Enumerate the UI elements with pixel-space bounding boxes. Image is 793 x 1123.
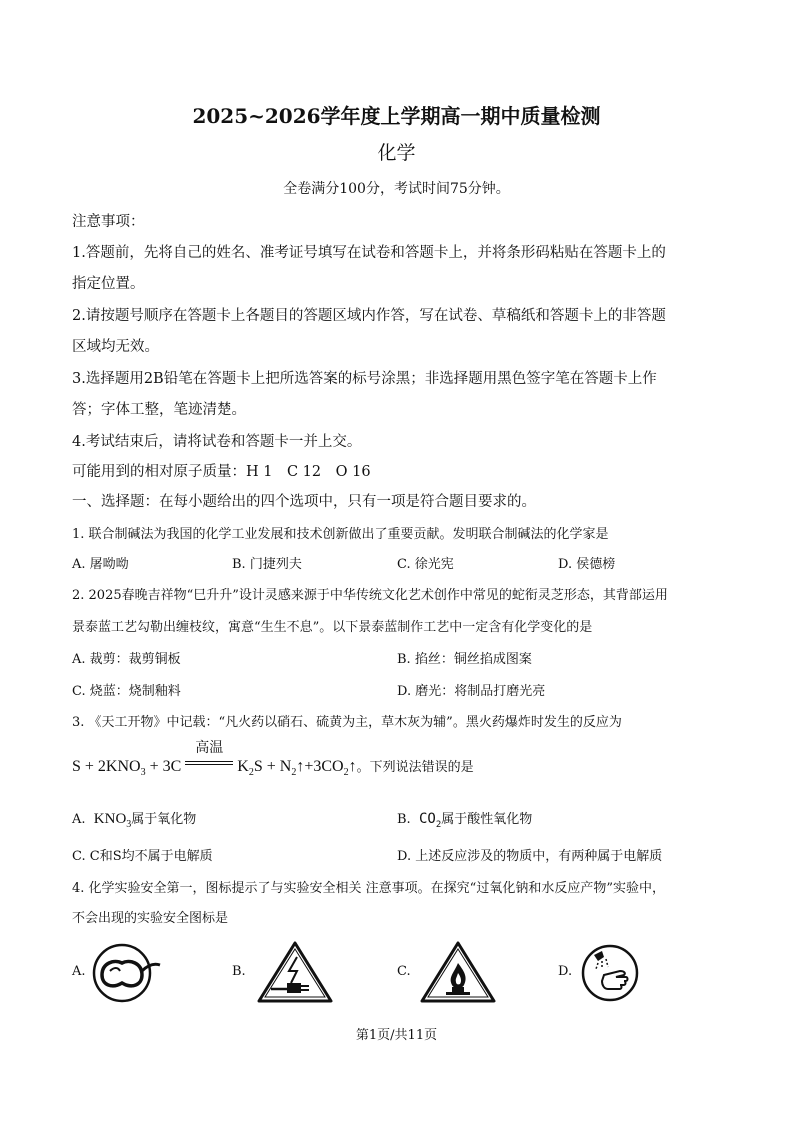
- section-heading: 一、选择题：在每小题给出的四个选项中，只有一项是符合题目要求的。: [72, 494, 536, 510]
- subject-title: 化学: [377, 142, 416, 164]
- note-4: 4.考试结束后，请将试卷和答题卡一并上交。: [72, 434, 362, 450]
- q2-option-c: C. 烧蓝：烧制釉料: [72, 684, 181, 699]
- q4-option-a-label: A.: [72, 964, 86, 979]
- q2-option-d: D. 磨光：将制品打磨光亮: [397, 684, 546, 699]
- q3-option-d: D. 上述反应涉及的物质中，有两种属于电解质: [397, 849, 663, 864]
- q3-equation-line: [72, 740, 474, 779]
- q3-option-c: C. C和S均不属于电解质: [72, 849, 213, 864]
- q2-option-b: B. 掐丝：铜丝掐成图案: [397, 652, 532, 667]
- page-footer: 第1页/共11页: [355, 1028, 438, 1043]
- atomic-mass-line: 可能用到的相对原子质量：H 1 C 12 O 16: [72, 464, 371, 480]
- q1-option-b: B. 门捷列夫: [232, 557, 302, 572]
- q4-option-b-label: B.: [232, 964, 246, 979]
- note-1-line-1: 1.答题前，先将自己的姓名、准考证号填写在试卷和答题卡上，并将条形码粘贴在答题卡上的: [72, 245, 666, 261]
- q1-option-a: A. 屠呦呦: [72, 557, 129, 572]
- note-1-line-2: 指定位置。: [72, 276, 145, 292]
- q3-stem-tail: 。下列说法错误的是: [356, 760, 474, 775]
- q1-option-d: D. 侯德榜: [558, 557, 616, 572]
- q3-option-b: B. $CO_2$属于酸性氧化物: [397, 811, 533, 830]
- q3-option-a: A. $KNO_3$属于氧化物: [72, 811, 197, 830]
- electricity-icon: [255, 939, 335, 1005]
- q2-option-a: A. 裁剪：裁剪铜板: [72, 652, 181, 667]
- q1-stem: 1. 联合制碱法为我国的化学工业发展和技术创新做出了重要贡献。发明联合制碱法的化学家是: [72, 527, 609, 542]
- exam-title: 2025~2026学年度上学期高一期中质量检测: [192, 104, 601, 128]
- note-3-line-2: 答；字体工整，笔迹清楚。: [72, 402, 246, 418]
- notes-heading: 注意事项：: [72, 214, 145, 230]
- q4-stem-line-1: 4. 化学实验安全第一，图标提示了与实验安全相关 注意事项。在探究“过氧化钠和水反应产物”实验中，: [72, 881, 665, 896]
- exam-info: 全卷满分100分，考试时间75分钟。: [283, 181, 510, 197]
- note-3-line-1: 3.选择题用2B铅笔在答题卡上把所选答案的标号涂黑；非选择题用黑色签字笔在答题卡上作: [72, 371, 657, 387]
- chemical-equation: $S + 2KNO_3 + 3C$ 高温 $K_2S$ + $N_2↑+3CO_2↑$: [72, 740, 357, 779]
- q3-stem-line-1: 3. 《天工开物》中记载：“凡火药以硝石、硫黄为主，草木灰为辅”。黑火药爆炸时发生的反应为: [72, 715, 622, 730]
- note-2-line-2: 区域均无效。: [72, 339, 159, 355]
- reaction-condition: 高温: [185, 755, 233, 771]
- q4-option-c-label: C.: [397, 964, 411, 979]
- q4-option-d-label: D.: [558, 964, 573, 979]
- flame-icon: [418, 939, 498, 1005]
- q4-stem-line-2: 不会出现的实验安全图标是: [72, 911, 229, 926]
- note-2-line-1: 2.请按题号顺序在答题卡上各题目的答题区域内作答，写在试卷、草稿纸和答题卡上的非答题: [72, 308, 666, 324]
- q2-stem-line-2: 景泰蓝工艺勾勒出缠枝纹，寓意“生生不息”。以下景泰蓝制作工艺中一定含有化学变化的是: [72, 620, 593, 635]
- goggles-icon: [92, 941, 164, 1005]
- hand-wash-icon: [580, 941, 644, 1005]
- q1-option-c: C. 徐光宪: [397, 557, 454, 572]
- q2-stem-line-1: 2. 2025春晚吉祥物“巳升升”设计灵感来源于中华传统文化艺术创作中常见的蛇衔灵芝形态，其背部运用: [72, 588, 668, 603]
